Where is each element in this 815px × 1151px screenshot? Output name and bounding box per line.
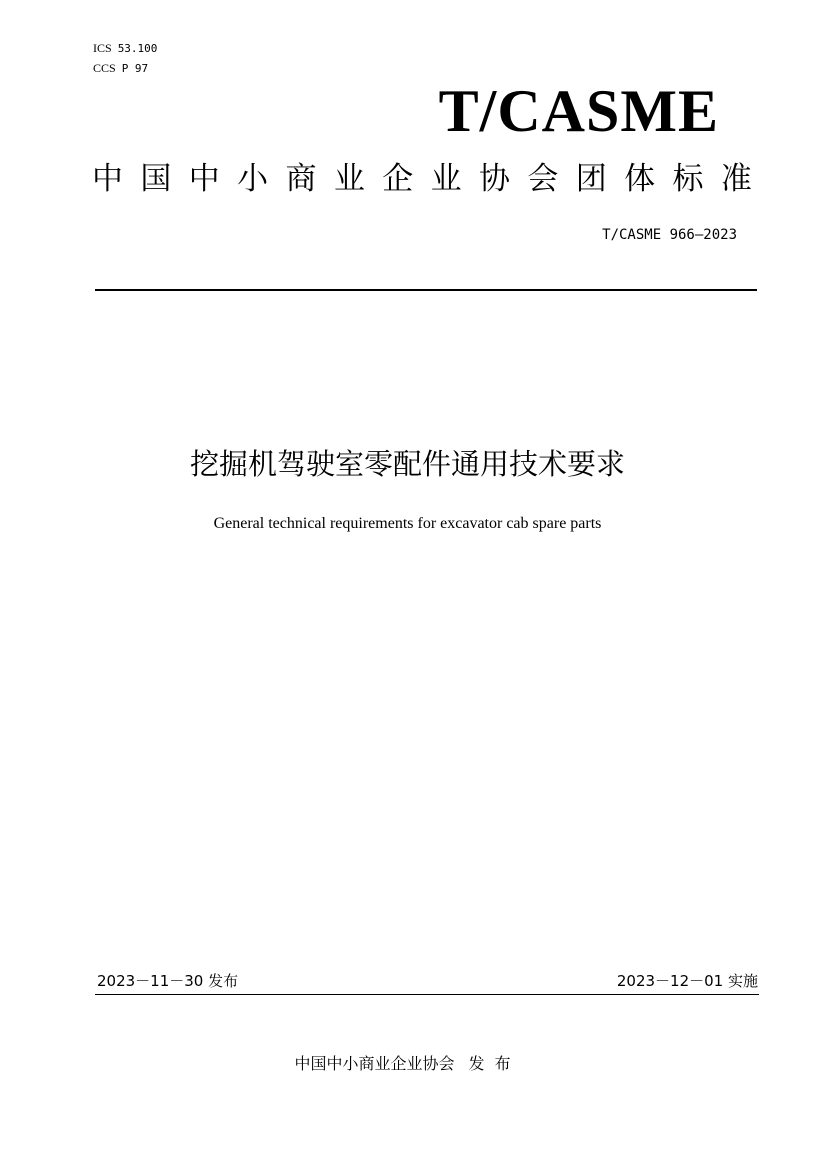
document-title-english: General technical requirements for excavator cab spare parts [213, 515, 602, 532]
ics-code [93, 40, 157, 57]
document-title-chinese: 挖掘机驾驶室零配件通用技术要求 [189, 447, 625, 481]
org-char: 企 [382, 161, 414, 197]
ccs-code [93, 60, 148, 77]
standard-logo: T/CASME [438, 78, 719, 144]
org-char: 业 [430, 161, 462, 197]
standard-number: T/CASME 966—2023 [602, 227, 737, 243]
publisher-line [0, 1052, 815, 1076]
org-char: 国 [140, 161, 172, 197]
top-divider [95, 289, 757, 291]
org-char: 中 [92, 161, 123, 197]
ccs-value: P 97 [121, 62, 149, 75]
org-char: 业 [333, 161, 365, 197]
ccs-label: CCS [93, 61, 116, 75]
bottom-divider [95, 994, 759, 995]
org-char: 商 [285, 161, 317, 197]
org-char: 会 [527, 161, 559, 197]
org-char: 标 [672, 161, 704, 197]
ics-value: 53.100 [117, 42, 158, 55]
publish-verb: 发布 [468, 1054, 521, 1073]
organization-standard-heading [92, 157, 752, 201]
publish-date: 2023－11－30 发布 [97, 972, 239, 990]
org-char: 中 [188, 161, 220, 197]
org-char: 准 [720, 161, 752, 197]
org-char: 小 [237, 161, 269, 197]
publisher-name: 中国中小商业企业协会 [294, 1054, 455, 1073]
effective-date: 2023－12－01 实施 [616, 972, 758, 990]
org-char: 团 [575, 161, 607, 197]
org-char: 体 [624, 161, 656, 197]
org-char: 协 [479, 161, 510, 197]
ics-label: ICS [93, 41, 112, 55]
